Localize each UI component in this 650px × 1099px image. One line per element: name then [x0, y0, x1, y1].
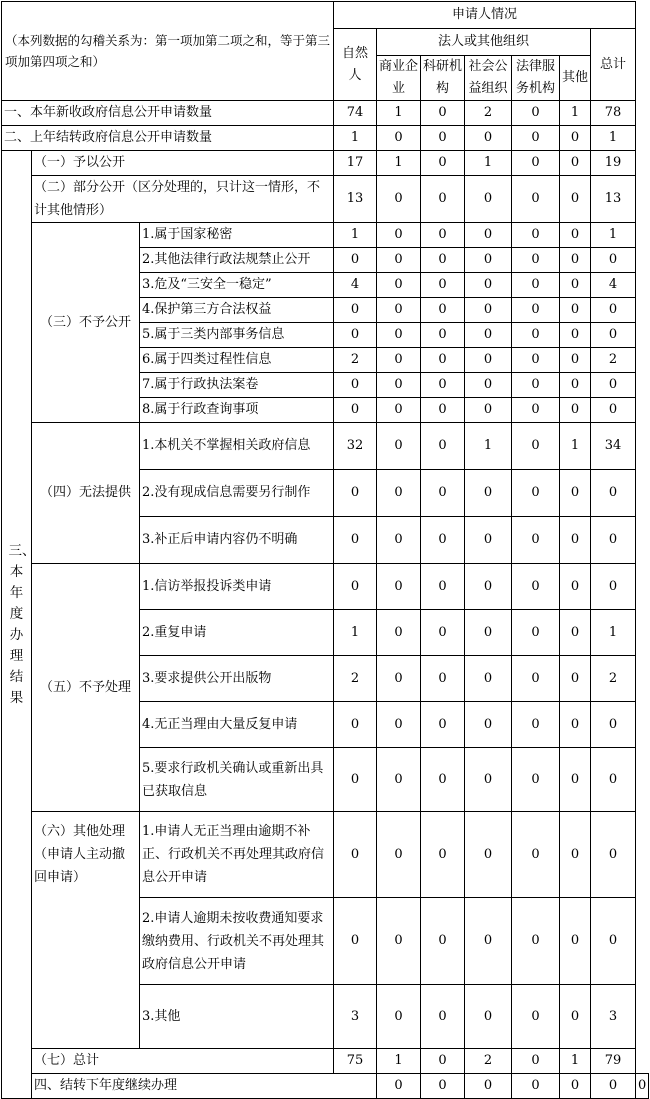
- row-label: 1.申请人无正当理由逾期不补正、行政机关不再处理其政府信息公开申请: [140, 812, 334, 898]
- cell: 0: [591, 812, 636, 898]
- cell: 0: [377, 373, 421, 398]
- cell: 0: [421, 470, 465, 517]
- cell: 0: [465, 1074, 512, 1099]
- cell: 1: [560, 423, 591, 470]
- row-label: （七）总计: [32, 1049, 334, 1074]
- cell: 0: [334, 248, 377, 273]
- cell: 0: [421, 610, 465, 656]
- cell: 0: [421, 398, 465, 423]
- cell: 0: [377, 702, 421, 748]
- cell: 0: [512, 517, 560, 564]
- disclosure-table: [1, 1, 649, 1099]
- cell: 0: [512, 248, 560, 273]
- table-row: [2, 126, 649, 151]
- row-label: 二、上年结转政府信息公开申请数量: [2, 126, 334, 151]
- cell: 1: [377, 101, 421, 126]
- cell: 0: [560, 610, 591, 656]
- cell: 0: [512, 398, 560, 423]
- cell: 0: [421, 517, 465, 564]
- cell: 0: [512, 1049, 560, 1074]
- cell: 0: [512, 101, 560, 126]
- cell: 0: [334, 564, 377, 610]
- cell: 1: [334, 610, 377, 656]
- cell: 0: [334, 470, 377, 517]
- cell: 0: [421, 985, 465, 1049]
- cell: 0: [421, 151, 465, 176]
- cell: 0: [421, 323, 465, 348]
- cell: 0: [377, 348, 421, 373]
- row-label: 4.无正当理由大量反复申请: [140, 702, 334, 748]
- header-note: （本列数据的勾稽关系为：第一项加第二项之和，等于第三项加第四项之和）: [2, 2, 334, 101]
- cell: 0: [377, 126, 421, 151]
- cell: 0: [512, 1074, 560, 1099]
- cell: 17: [334, 151, 377, 176]
- cell: 0: [334, 748, 377, 812]
- cell: 0: [465, 223, 512, 248]
- cell: 0: [421, 176, 465, 223]
- row-label: （二）部分公开（区分处理的，只计这一情形，不计其他情形）: [32, 176, 334, 223]
- cell: 0: [377, 398, 421, 423]
- row-label: 5.要求行政机关确认或重新出具已获取信息: [140, 748, 334, 812]
- cell: 0: [465, 702, 512, 748]
- cell: 0: [560, 348, 591, 373]
- cell: 0: [421, 1049, 465, 1074]
- group-label: （四）无法提供: [32, 423, 140, 564]
- cell: 0: [421, 273, 465, 298]
- cell: 0: [560, 176, 591, 223]
- cell: 0: [421, 248, 465, 273]
- header-applicant-situation: 申请人情况: [334, 2, 636, 29]
- cell: 0: [377, 470, 421, 517]
- table-row: [2, 176, 649, 223]
- header-social: 社会公益组织: [465, 56, 512, 101]
- cell: 0: [377, 273, 421, 298]
- cell: 0: [465, 748, 512, 812]
- cell: 0: [560, 812, 591, 898]
- cell: 2: [334, 656, 377, 702]
- header-research: 科研机构: [421, 56, 465, 101]
- header-legal-entities: 法人或其他组织: [377, 29, 591, 56]
- cell: 0: [512, 298, 560, 323]
- row-label: 2.没有现成信息需要另行制作: [140, 470, 334, 517]
- group-label: （五）不予处理: [32, 564, 140, 812]
- cell: 0: [377, 1074, 421, 1099]
- cell: 0: [465, 323, 512, 348]
- cell: 0: [560, 248, 591, 273]
- cell: 1: [560, 101, 591, 126]
- cell: 0: [512, 373, 560, 398]
- cell: 1: [465, 423, 512, 470]
- table-row: [2, 223, 649, 248]
- cell: 0: [334, 398, 377, 423]
- cell: 0: [377, 298, 421, 323]
- cell: 0: [512, 564, 560, 610]
- cell: 0: [512, 273, 560, 298]
- table-row: [2, 1049, 649, 1074]
- cell: 0: [560, 323, 591, 348]
- cell: 2: [465, 1049, 512, 1074]
- cell: 0: [560, 470, 591, 517]
- header-other: 其他: [560, 56, 591, 101]
- cell: 0: [421, 126, 465, 151]
- group-label: （六）其他处理（申请人主动撤回申请）: [32, 812, 140, 1049]
- cell: 13: [334, 176, 377, 223]
- cell: 0: [377, 423, 421, 470]
- cell: 0: [591, 702, 636, 748]
- row-label: 一、本年新收政府信息公开申请数量: [2, 101, 334, 126]
- cell: 4: [334, 273, 377, 298]
- cell: 1: [334, 223, 377, 248]
- cell: 0: [377, 656, 421, 702]
- cell: 0: [560, 564, 591, 610]
- cell: 0: [591, 248, 636, 273]
- cell: 0: [465, 564, 512, 610]
- cell: 0: [512, 423, 560, 470]
- cell: 0: [465, 126, 512, 151]
- row-label: 5.属于三类内部事务信息: [140, 323, 334, 348]
- cell: 0: [512, 985, 560, 1049]
- cell: 0: [512, 702, 560, 748]
- cell: 0: [377, 323, 421, 348]
- cell: 0: [377, 248, 421, 273]
- cell: 0: [560, 748, 591, 812]
- row-label: （一）予以公开: [32, 151, 334, 176]
- cell: 0: [377, 517, 421, 564]
- table-row: [2, 151, 649, 176]
- row-label: 3.要求提供公开出版物: [140, 656, 334, 702]
- cell: 0: [591, 1074, 636, 1099]
- cell: 0: [591, 323, 636, 348]
- cell: 0: [421, 373, 465, 398]
- cell: 0: [512, 610, 560, 656]
- cell: 0: [591, 373, 636, 398]
- header-natural-person: 自然人: [334, 29, 377, 101]
- cell: 0: [512, 176, 560, 223]
- cell: 0: [512, 812, 560, 898]
- cell: 0: [421, 101, 465, 126]
- cell: 0: [421, 898, 465, 985]
- cell: 1: [377, 151, 421, 176]
- table-row: [2, 1074, 649, 1099]
- cell: 0: [465, 298, 512, 323]
- row-label: 3.其他: [140, 985, 334, 1049]
- header-total: 总计: [591, 29, 636, 101]
- section-3-label: [2, 151, 36, 1099]
- cell: 0: [465, 898, 512, 985]
- cell: 1: [465, 151, 512, 176]
- cell: 0: [560, 223, 591, 248]
- cell: 0: [560, 656, 591, 702]
- cell: 78: [591, 101, 636, 126]
- cell: 0: [512, 151, 560, 176]
- cell: 0: [377, 610, 421, 656]
- cell: 0: [591, 748, 636, 812]
- row-label: 2.重复申请: [140, 610, 334, 656]
- cell: 19: [591, 151, 636, 176]
- cell: 0: [465, 812, 512, 898]
- cell: 0: [421, 1074, 465, 1099]
- cell: 0: [465, 248, 512, 273]
- row-label: 2.其他法律行政法规禁止公开: [140, 248, 334, 273]
- cell: 1: [560, 1049, 591, 1074]
- cell: 2: [465, 101, 512, 126]
- cell: 0: [334, 517, 377, 564]
- cell: 0: [560, 702, 591, 748]
- cell: 0: [512, 348, 560, 373]
- cell: 0: [512, 748, 560, 812]
- cell: 0: [512, 656, 560, 702]
- cell: 0: [421, 812, 465, 898]
- cell: 0: [421, 348, 465, 373]
- table-row: [2, 423, 649, 470]
- cell: 75: [334, 1049, 377, 1074]
- row-label: 四、结转下年度继续办理: [32, 1074, 377, 1099]
- cell: 0: [512, 223, 560, 248]
- cell: 0: [560, 517, 591, 564]
- cell: 0: [334, 298, 377, 323]
- cell: 1: [591, 126, 636, 151]
- row-label: 6.属于四类过程性信息: [140, 348, 334, 373]
- cell: 0: [377, 985, 421, 1049]
- cell: 0: [465, 517, 512, 564]
- cell: 0: [421, 223, 465, 248]
- cell: 0: [560, 298, 591, 323]
- cell: 0: [465, 348, 512, 373]
- cell: 1: [591, 223, 636, 248]
- cell: 0: [465, 398, 512, 423]
- row-label: 1.信访举报投诉类申请: [140, 564, 334, 610]
- cell: 0: [421, 748, 465, 812]
- cell: 2: [591, 348, 636, 373]
- section-3-text: 三、本年度办理结果: [8, 542, 36, 706]
- row-label: 1.本机关不掌握相关政府信息: [140, 423, 334, 470]
- cell: 32: [334, 423, 377, 470]
- cell: 0: [334, 812, 377, 898]
- table-row: [2, 564, 649, 610]
- cell: 0: [636, 1074, 649, 1099]
- cell: 0: [377, 564, 421, 610]
- cell: 1: [334, 126, 377, 151]
- cell: 0: [421, 298, 465, 323]
- cell: 0: [512, 323, 560, 348]
- cell: 0: [377, 898, 421, 985]
- table-row: [2, 101, 649, 126]
- cell: 0: [560, 273, 591, 298]
- cell: 0: [591, 517, 636, 564]
- cell: 0: [560, 398, 591, 423]
- cell: 2: [334, 348, 377, 373]
- cell: 0: [377, 176, 421, 223]
- cell: 0: [377, 812, 421, 898]
- cell: 0: [560, 151, 591, 176]
- cell: 0: [560, 898, 591, 985]
- cell: 3: [591, 985, 636, 1049]
- cell: 0: [377, 748, 421, 812]
- cell: 34: [591, 423, 636, 470]
- cell: 1: [377, 1049, 421, 1074]
- cell: 2: [591, 656, 636, 702]
- cell: 0: [560, 1074, 591, 1099]
- cell: 0: [465, 373, 512, 398]
- cell: 0: [465, 610, 512, 656]
- cell: 0: [465, 470, 512, 517]
- row-label: 7.属于行政执法案卷: [140, 373, 334, 398]
- table-row: [2, 812, 649, 898]
- row-label: 2.申请人逾期未按收费通知要求缴纳费用、行政机关不再处理其政府信息公开申请: [140, 898, 334, 985]
- cell: 0: [334, 702, 377, 748]
- cell: 0: [421, 702, 465, 748]
- cell: 0: [512, 898, 560, 985]
- cell: 0: [465, 273, 512, 298]
- group-label: （三）不予公开: [32, 223, 140, 423]
- row-label: 8.属于行政查询事项: [140, 398, 334, 423]
- cell: 0: [465, 656, 512, 702]
- cell: 4: [591, 273, 636, 298]
- cell: 0: [334, 323, 377, 348]
- cell: 13: [591, 176, 636, 223]
- row-label: 1.属于国家秘密: [140, 223, 334, 248]
- cell: 0: [334, 898, 377, 985]
- cell: 0: [591, 398, 636, 423]
- cell: 0: [421, 656, 465, 702]
- cell: 0: [591, 470, 636, 517]
- cell: 0: [591, 564, 636, 610]
- cell: 79: [591, 1049, 636, 1074]
- cell: 0: [421, 423, 465, 470]
- cell: 0: [591, 298, 636, 323]
- cell: 74: [334, 101, 377, 126]
- cell: 0: [377, 223, 421, 248]
- cell: 0: [591, 898, 636, 985]
- row-label: 3.危及“三安全一稳定”: [140, 273, 334, 298]
- cell: 0: [334, 373, 377, 398]
- header-legal-service: 法律服务机构: [512, 56, 560, 101]
- header-commercial: 商业企业: [377, 56, 421, 101]
- row-label: 3.补正后申请内容仍不明确: [140, 517, 334, 564]
- cell: 0: [560, 373, 591, 398]
- cell: 0: [512, 126, 560, 151]
- cell: 3: [334, 985, 377, 1049]
- cell: 1: [591, 610, 636, 656]
- cell: 0: [465, 176, 512, 223]
- cell: 0: [560, 126, 591, 151]
- row-label: 4.保护第三方合法权益: [140, 298, 334, 323]
- cell: 0: [465, 985, 512, 1049]
- cell: 0: [512, 470, 560, 517]
- cell: 0: [560, 985, 591, 1049]
- cell: 0: [421, 564, 465, 610]
